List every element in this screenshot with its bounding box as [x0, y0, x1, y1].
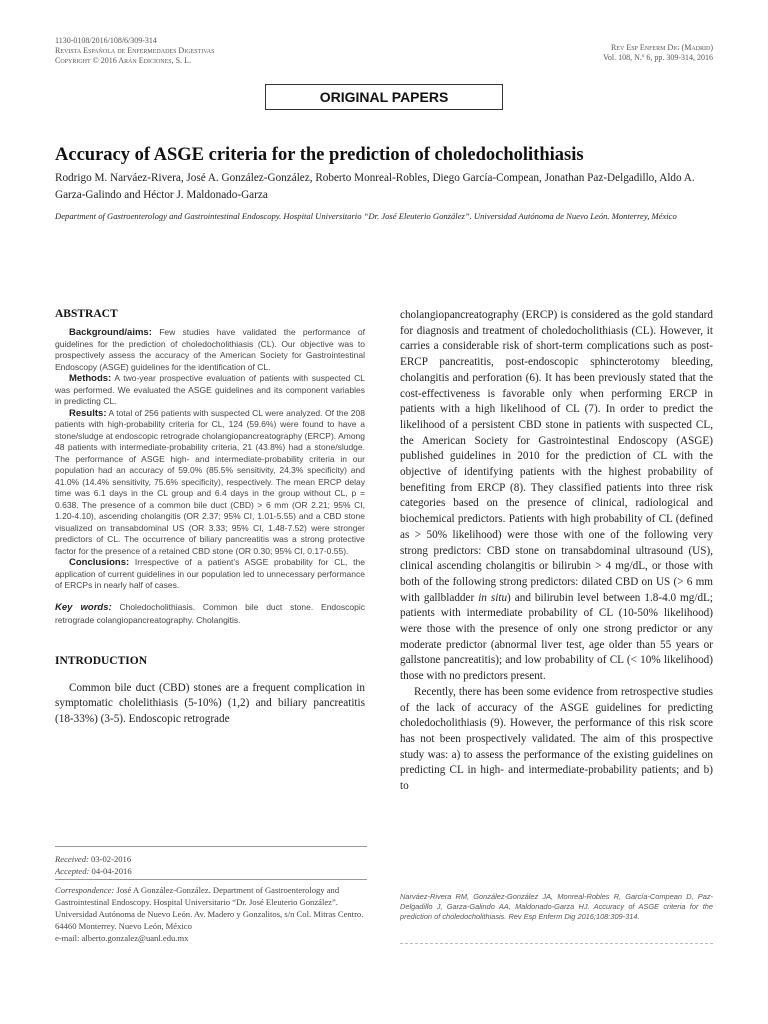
- keywords-label: Key words:: [55, 601, 112, 613]
- italic-term: in situ: [478, 591, 508, 604]
- journal-header-left: [55, 36, 214, 66]
- received-dates: [55, 853, 132, 877]
- article-title: Accuracy of ASGE criteria for the prediction of choledocholithiasis: [55, 145, 584, 165]
- abstract-heading: ABSTRACT: [55, 308, 118, 320]
- journal-name: Revista Española de Enfermedades Digestivas: [55, 46, 215, 55]
- abstract-label: Conclusions:: [69, 557, 130, 568]
- correspondence-label: Correspondence:: [55, 885, 115, 895]
- abstract-label: Background/aims:: [69, 327, 152, 338]
- abstract-text: A total of 256 patients with suspected CL were analyzed. Of the 208 patients with high-probability criteria for CL, 124 (59.6%) were found to have a stone/sludge at endoscopic retrograde cholangiopancreatography (ERCP). Among 48 patients with intermediate-probability criteria, 21 (43.8%) had a stone/sludge. The performance of ASGE high- and intermediate-probability criteria in our population had an accuracy of 59.0% (85.5% sensitivity, 24.3% specificity) and 41.0% (14.4% sensitivity, 75.6% specificity), respectively. The mean ERCP delay time was 6.1 days in the CL group and 6.4 days in the group without CL, p = 0.638. The presence of a common bile duct (CBD) > 6 mm (OR 2.21; 95% CI, 1.20-4.10), ascending cholangitis (OR 2.37; 95% CI, 1.01-5.55) and a CBD stone visualized on transabdominal US (OR 3.33; 95% CI, 1.48-7.52) were stronger predictors of CL. The occurrence of biliary pancreatitis was a strong protective factor for the presence of a retained CBD stone (OR 0.30; 95% CI, 0.17-0.55).: [55, 407, 365, 556]
- right-column: [400, 308, 713, 795]
- abstract-results: [55, 408, 365, 558]
- received-line: [55, 853, 132, 865]
- journal-abbrev: Rev Esp Enferm Dig (Madrid): [610, 43, 713, 52]
- accepted-line: [55, 865, 132, 877]
- footer-divider: [55, 846, 367, 847]
- abstract-background: [55, 327, 365, 373]
- body-paragraph: Recently, there has been some evidence from retrospective studies of the lack of accuracy of the ASGE guidelines for predicting choledocholithiasis (9). However, the performance of this risk score has not been prospectively validated. The aim of this prospective study was: a) to assess the performance of the existing guidelines on predicting CL in high- and intermediate-probability patients; and b) to: [400, 685, 713, 793]
- abstract-body: [55, 327, 365, 592]
- received-label: Received:: [55, 854, 89, 864]
- abstract-text: Few studies have validated the performance of guidelines for the prediction of choledocholithiasis (CL). Our objective was to prospectively assess the accuracy of the American Society for Gastrointestinal Endoscopy (ASGE) guidelines for the identification of CL.: [55, 327, 365, 372]
- abstract-text: Irrespective of a patient’s ASGE probability for CL, the application of current guidelines in our population led to unnecessary performance of ERCPs in nearly half of cases.: [55, 557, 365, 590]
- introduction-paragraph: Common bile duct (CBD) stones are a frequent complication in symptomatic cholelithiasis (5-10%) (1,2) and biliary pancreatitis (18-33%) (3-5). Endoscopic retrograde: [55, 681, 365, 725]
- body-text: cholangiopancreatography (ERCP) is considered as the gold standard for diagnosis and treatment of choledocholithiasis (CL). However, it carries a considerable risk of short-term complications such as post-ERCP pancreatitis, post-endoscopic sphincterotomy bleeding, cholangitis and perforation (6). It has been previously stated that the cost-effectiveness is favorable only when performing ERCP in patients with a high likelihood of CL (7). In order to predict the likelihood of a persistent CBD stone in patients with suspected CL, the American Society for Gastrointestinal Endoscopy (ASGE) published guidelines in 2010 for the prediction of CL with the objective of identifying patients with the highest probability of benefiting from ERCP (8). They classified patients into three risk categories based on the presence of clinical, radiological and biochemical predictors. Patients with high probability of CL (defined as > 50% likelihood) were those with one of the following very strong predictors: CBD stone on transabdominal ultrasound (US), clinical ascending cholangitis or bilirubin > 4 mg/dL, or those with both of the following strong predictors: dilated CBD on US (> 6 mm with gallbladder: [400, 309, 713, 604]
- received-date: 03-02-2016: [91, 854, 132, 864]
- body-text: ) and bilirubin level between 1.8-4.0 mg/dL; patients with intermediate probability of CL (10-50% likelihood) were those with the presence of only one strong predictor or any moderate predictor (abnormal liver test, age older than 55 years or gallstone pancreatitis); and low probability of CL (< 10% likelihood) those with no predictors present.: [400, 591, 714, 683]
- volume-line: Vol. 108, N.º 6, pp. 309-314, 2016: [603, 53, 713, 62]
- introduction-heading: INTRODUCTION: [55, 654, 148, 667]
- email-link[interactable]: e-mail: alberto.gonzalez@uanl.edu.mx: [55, 933, 189, 943]
- citation: Narváez-Rivera RM, González-González JA, Monreal-Robles R, García-Compean D, Paz-Delgadillo J, Garza-Galindo AA, Maldonado-Garza HJ. Accuracy of ASGE criteria for the prediction of choledocholithiasis. Rev Esp Enferm Dig 2016;108:309-314.: [400, 892, 713, 921]
- affiliation: Department of Gastroenterology and Gastrointestinal Endoscopy. Hospital Universitario “Dr. José Eleuterio González”. Universidad Autónoma de Nuevo León. Monterrey, México: [55, 211, 677, 221]
- abstract-label: Results:: [69, 407, 107, 419]
- accepted-date: 04-04-2016: [91, 866, 132, 876]
- left-column: [55, 308, 365, 728]
- keywords: [55, 601, 365, 627]
- author-list: Rodrigo M. Narváez-Rivera, José A. González-González, Roberto Monreal-Robles, Diego García-Compean, Jonathan Paz-Delgadillo, Aldo A. Garza-Galindo and Héctor J. Maldonado-Garza: [55, 172, 695, 201]
- body-paragraph: [400, 308, 713, 685]
- accepted-label: Accepted:: [55, 866, 90, 876]
- footer-divider: [55, 879, 367, 880]
- journal-header-right: [603, 43, 713, 63]
- abstract-text: A two-year prospective evaluation of patients with suspected CL was performed. We evaluated the ASGE guidelines and its component variables in predicting CL.: [55, 373, 365, 406]
- citation-divider: [400, 943, 713, 944]
- correspondence: [55, 884, 367, 944]
- abstract-conclusions: [55, 557, 365, 592]
- section-label: ORIGINAL PAPERS: [265, 84, 503, 110]
- keywords-text: Choledocholithiasis. Common bile duct stone. Endoscopic retrograde colangiopancreatography. Cholangitis.: [55, 601, 365, 625]
- issn-line: 1130-0108/2016/108/6/309-314: [55, 36, 157, 45]
- correspondence-text: José A González-González. Department of Gastroenterology and Gastrointestinal Endoscopy. Hospital Universitario “Dr. José Eleuterio González”. Universidad Autónoma de Nuevo León. Av. Madero y Gonzalitos, s/n Col. Mitras Centro. 64460 Monterrey. Nuevo León, México: [55, 885, 364, 931]
- abstract-methods: [55, 373, 365, 408]
- abstract-label: Methods:: [69, 373, 112, 384]
- copyright-line: Copyright © 2016 Arán Ediciones, S. L.: [55, 56, 191, 65]
